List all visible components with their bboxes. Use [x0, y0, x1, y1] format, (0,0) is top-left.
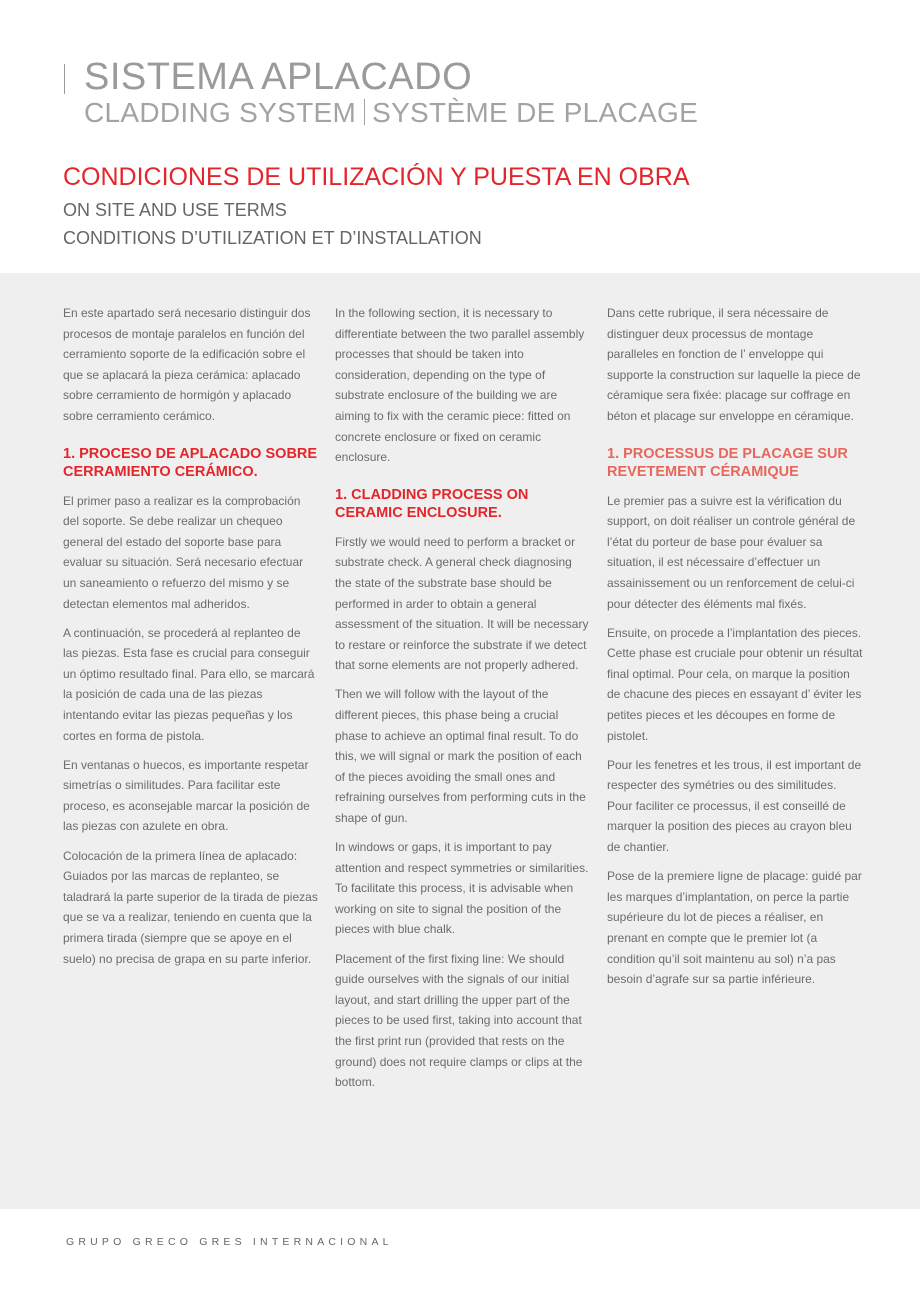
section-subtitle-english: ON SITE AND USE TERMS [63, 200, 287, 220]
section-subtitles [63, 196, 482, 252]
body-paragraph: Then we will follow with the layout of the different pieces, this phase being a crucial phase to achieve an optimal final result. To do this, we will signal or mark the position of each of the pieces avoiding the small ones and refraining ourselves from performing cuts in the shape of gun. [335, 687, 586, 825]
body-paragraph: El primer paso a realizar es la comprobación del soporte. Se debe realizar un chequeo general del estado del soporte base para evaluar su situación. Será necesario efectuar un saneamiento o refuerzo del mismo y se detectan elementos mal adheridos. [63, 493, 304, 611]
body-paragraph: Pour les fenetres et les trous, il est important de respecter des symétries ou des similitudes. Pour faciliter ce processus, il est conseillé de marquer la position des pieces au crayon bleu de chantier. [607, 757, 862, 855]
intro-paragraph: Dans cette rubrique, il sera nécessaire de distinguer deux processus de montage paralleles en fonction de l’ enveloppe qui supporte la construction sur laquelle la piece de céramique sera fixée: placage sur coffrage en béton et placage sur enveloppe en céramique. [607, 306, 861, 423]
column-spanish [63, 303, 319, 978]
subtitle-english: CLADDING SYSTEM [84, 97, 357, 128]
body-paragraph: En ventanas o huecos, es importante respetar simetrías o similitudes. Para facilitar este proceso, es aconsejable marcar la posición de las piezas con azulete en obra. [63, 757, 310, 834]
subtitle-separator [364, 99, 365, 125]
column-heading: 1. PROCESO DE APLACADO SOBRE CERRAMIENTO CERÁMICO. [63, 445, 318, 480]
body-paragraph: Firstly we would need to perform a bracket or substrate check. A general check diagnosing the state of the substrate base should be performed in arder to obtain a general assessment of the situation. It will be necessary to restare or reinforce the substrate if we detect that sorne elements are not properly adhered. [335, 534, 589, 673]
body-paragraph: Colocación de la primera línea de aplacado: Guiados por las marcas de replanteo, se taladrará la parte superior de la tirada de piezas que se va a realizar, teniendo en cuenta que la primera tirada (siempre que se apoye en el suelo) no precisa de grapa en su parte inferior. [63, 848, 318, 966]
body-paragraph: Le premier pas a suivre est la vérification du support, on doit réaliser un controle général de l’état du porteur de base pour évaluer sa situation, il est nécessaire d’effectuer un assainissement ou un renforcement de celui-ci pour détecter des éléments mal fixés. [607, 493, 856, 611]
body-paragraph: Placement of the first fixing line: We should guide ourselves with the signals of our initial layout, and start drilling the upper part of the pieces to be used first, taking into account that the first print run (provided that rests on the ground) does not require clamps or clips at the bottom. [335, 951, 583, 1090]
intro-paragraph: En este apartado será necesario distinguir dos procesos de montaje paralelos en función del cerramiento soporte de la edificación sobre el que se aplacará la pieza cerámica: aplacado sobre cerramiento de hormigón y aplacado sobre cerramiento cerámico. [63, 306, 311, 423]
column-french [607, 303, 863, 998]
column-english [335, 303, 591, 1101]
footer-company-name: GRUPO GRECO GRES INTERNACIONAL [66, 1236, 393, 1248]
body-paragraph: A continuación, se procederá al replanteo de las piezas. Esta fase es crucial para conseguir un óptimo resultado final. Para ello, se marcará la posición de cada una de las piezas intentando evitar las piezas pequeñas y los cortes en forma de pistola. [63, 625, 315, 743]
body-paragraph: Ensuite, on procede a l’implantation des pieces. Cette phase est cruciale pour obtenir un résultat final optimal. Pour cela, on marque la position de chacune des pieces en essayant d’ éviter les petites pieces et les découpes en forme de pistolet. [607, 625, 863, 743]
page-subtitle [84, 96, 698, 130]
content-panel [0, 273, 920, 1209]
column-heading: 1. PROCESSUS DE PLACAGE SUR REVETEMENT CÉRAMIQUE [607, 445, 848, 480]
subtitle-french: SYSTÈME DE PLACAGE [372, 97, 699, 128]
body-paragraph: Pose de la premiere ligne de placage: guidé par les marques d’implantation, on perce la partie supérieure du lot de pieces a réaliser, en prenant en compte que le premier lot (a condition qu’il soit maintenu au sol) n’a pas besoin d’agrafe sur sa partie inférieure. [607, 869, 862, 987]
title-divider-bar [64, 64, 65, 94]
intro-paragraph: In the following section, it is necessary to differentiate between the two parallel assembly processes that should be taken into consideration, depending on the type of substrate enclosure of the building we are aiming to fix with the ceramic piece: fitted on concrete enclosure or fixed on ceramic enclosure. [335, 306, 585, 465]
section-subtitle-french: CONDITIONS D’UTILIZATION ET D’INSTALLATION [63, 228, 482, 248]
page-title: SISTEMA APLACADO [84, 56, 473, 98]
column-heading: 1. CLADDING PROCESS ON CERAMIC ENCLOSURE. [335, 486, 529, 521]
section-title: CONDICIONES DE UTILIZACIÓN Y PUESTA EN OBRA [63, 163, 690, 191]
page-header [0, 0, 920, 273]
body-paragraph: In windows or gaps, it is important to pay attention and respect symmetries or similarities. To facilitate this process, it is advisable when working on site to signal the position of the pieces with blue chalk. [335, 840, 589, 937]
